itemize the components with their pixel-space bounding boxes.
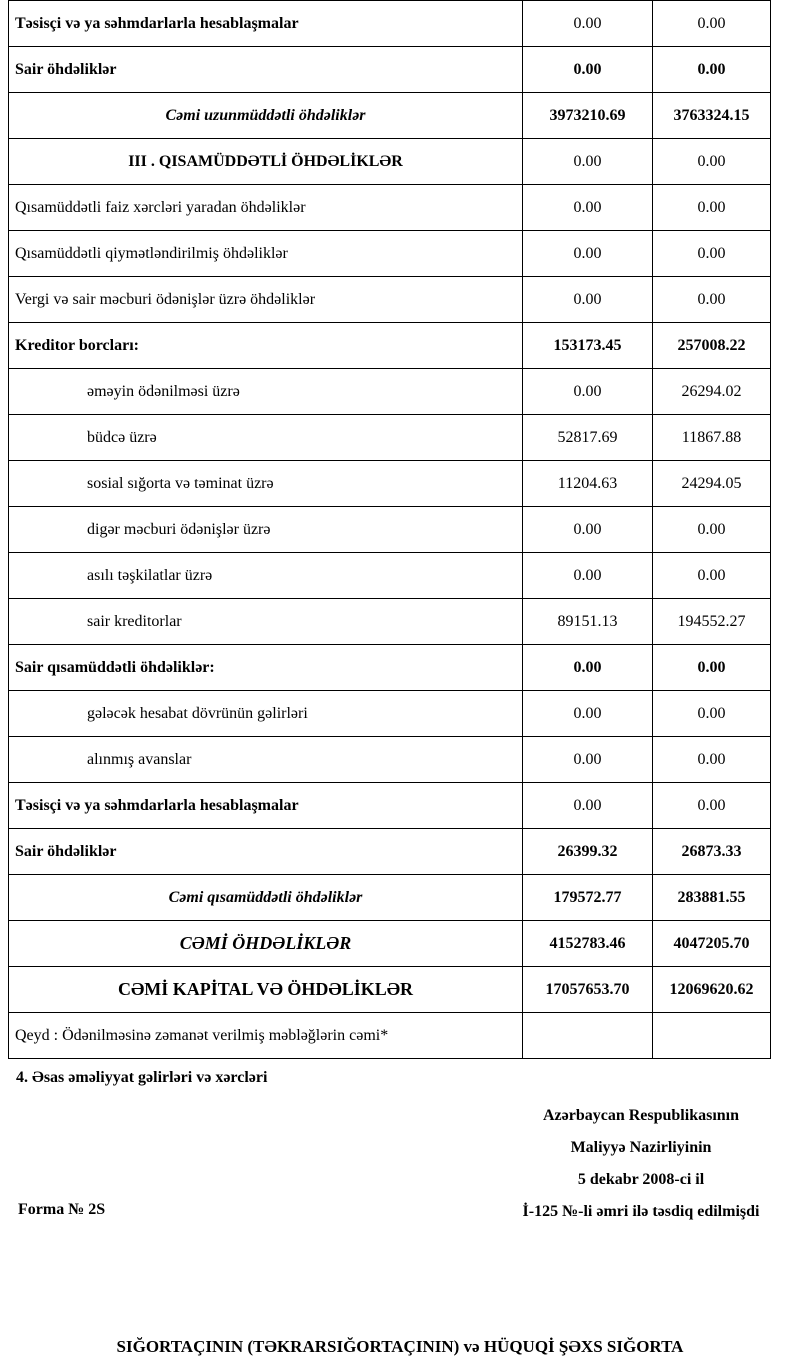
row-label: Qısamüddətli qiymətləndirilmiş öhdəliklər xyxy=(9,231,523,277)
value-col1: 0.00 xyxy=(523,231,653,277)
liabilities-table-body xyxy=(9,1,771,1059)
value-col2: 0.00 xyxy=(653,691,771,737)
value-col2: 4047205.70 xyxy=(653,921,771,967)
table-row xyxy=(9,1,771,47)
value-col1: 0.00 xyxy=(523,139,653,185)
value-col1: 0.00 xyxy=(523,507,653,553)
value-col1: 0.00 xyxy=(523,1,653,47)
value-col2: 0.00 xyxy=(653,737,771,783)
approval-date-line: 5 dekabr 2008-ci il xyxy=(577,1171,705,1188)
value-col1: 0.00 xyxy=(523,645,653,691)
table-row xyxy=(9,1013,771,1059)
approval-lines xyxy=(486,1105,796,1223)
value-col1: 0.00 xyxy=(523,277,653,323)
table-row xyxy=(9,461,771,507)
table-row xyxy=(9,231,771,277)
value-col1: 153173.45 xyxy=(523,323,653,369)
value-col1: 0.00 xyxy=(523,47,653,93)
table-row xyxy=(9,737,771,783)
row-label: sosial sığorta və təminat üzrə xyxy=(9,461,523,507)
table-row xyxy=(9,829,771,875)
section-heading: 4. Əsas əməliyyat gəlirləri və xərcləri xyxy=(16,1069,268,1086)
table-row xyxy=(9,277,771,323)
value-col2: 0.00 xyxy=(653,645,771,691)
value-col1: 0.00 xyxy=(523,369,653,415)
form-number-label: Forma № 2S xyxy=(18,1201,106,1218)
table-row xyxy=(9,553,771,599)
table-row xyxy=(9,783,771,829)
value-col2 xyxy=(653,1013,771,1059)
value-col2: 0.00 xyxy=(653,553,771,599)
row-label: Sair öhdəliklər xyxy=(9,829,523,875)
row-label: alınmış avanslar xyxy=(9,737,523,783)
value-col1: 4152783.46 xyxy=(523,921,653,967)
row-label: Sair öhdəliklər xyxy=(9,47,523,93)
report-title: SIĞORTAÇININ (TƏKRARSIĞORTAÇININ) və HÜQUQİ ŞƏXS SIĞORTA xyxy=(116,1337,684,1356)
value-col1: 0.00 xyxy=(523,783,653,829)
row-label: əməyin ödənilməsi üzrə xyxy=(9,369,523,415)
value-col1: 89151.13 xyxy=(523,599,653,645)
row-label: digər məcburi ödənişlər üzrə xyxy=(9,507,523,553)
value-col1: 52817.69 xyxy=(523,415,653,461)
row-label: gələcək hesabat dövrünün gəlirləri xyxy=(9,691,523,737)
authority-line-2: Maliyyə Nazirliyinin xyxy=(570,1139,712,1156)
row-label: Qeyd : Ödənilməsinə zəmanət verilmiş məbləğlərin cəmi* xyxy=(9,1013,523,1059)
value-col2: 0.00 xyxy=(653,1,771,47)
value-col1: 0.00 xyxy=(523,185,653,231)
table-row xyxy=(9,599,771,645)
table-row xyxy=(9,645,771,691)
value-col2: 26873.33 xyxy=(653,829,771,875)
value-col1: 179572.77 xyxy=(523,875,653,921)
row-label: CƏMİ ÖHDƏLİKLƏR xyxy=(9,921,523,967)
table-row xyxy=(9,139,771,185)
table-row xyxy=(9,415,771,461)
value-col1: 0.00 xyxy=(523,737,653,783)
value-col2: 11867.88 xyxy=(653,415,771,461)
value-col1: 17057653.70 xyxy=(523,967,653,1013)
row-label: CƏMİ KAPİTAL VƏ ÖHDƏLİKLƏR xyxy=(9,967,523,1013)
value-col2: 0.00 xyxy=(653,783,771,829)
value-col2: 0.00 xyxy=(653,507,771,553)
value-col2: 3763324.15 xyxy=(653,93,771,139)
liabilities-table xyxy=(8,0,771,1059)
value-col2: 0.00 xyxy=(653,231,771,277)
value-col2: 257008.22 xyxy=(653,323,771,369)
value-col1: 11204.63 xyxy=(523,461,653,507)
value-col2: 26294.02 xyxy=(653,369,771,415)
approval-area xyxy=(0,1105,800,1285)
value-col2: 0.00 xyxy=(653,185,771,231)
value-col2: 12069620.62 xyxy=(653,967,771,1013)
table-row xyxy=(9,369,771,415)
footer-area xyxy=(0,1059,800,1357)
table-row xyxy=(9,47,771,93)
value-col1: 0.00 xyxy=(523,553,653,599)
value-col1 xyxy=(523,1013,653,1059)
value-col2: 194552.27 xyxy=(653,599,771,645)
value-col2: 283881.55 xyxy=(653,875,771,921)
value-col2: 0.00 xyxy=(653,277,771,323)
row-label: Cəmi uzunmüddətli öhdəliklər xyxy=(9,93,523,139)
row-label: Qısamüddətli faiz xərcləri yaradan öhdəliklər xyxy=(9,185,523,231)
value-col2: 0.00 xyxy=(653,139,771,185)
authority-line-1: Azərbaycan Respublikasının xyxy=(542,1107,740,1124)
value-col2: 24294.05 xyxy=(653,461,771,507)
table-row xyxy=(9,507,771,553)
row-label: Təsisçi və ya səhmdarlarla hesablaşmalar xyxy=(9,783,523,829)
row-label: Kreditor borcları: xyxy=(9,323,523,369)
table-row xyxy=(9,967,771,1013)
value-col2: 0.00 xyxy=(653,47,771,93)
row-label: III . QISAMÜDDƏTLİ ÖHDƏLİKLƏR xyxy=(9,139,523,185)
row-label: Cəmi qısamüddətli öhdəliklər xyxy=(9,875,523,921)
table-row xyxy=(9,875,771,921)
row-label: Vergi və sair məcburi ödənişlər üzrə öhdəliklər xyxy=(9,277,523,323)
value-col1: 0.00 xyxy=(523,691,653,737)
table-row xyxy=(9,323,771,369)
value-col1: 26399.32 xyxy=(523,829,653,875)
table-row xyxy=(9,93,771,139)
approval-order-line: İ-125 №-li əmri ilə təsdiq edilmişdi xyxy=(522,1203,760,1220)
value-col1: 3973210.69 xyxy=(523,93,653,139)
row-label: büdcə üzrə xyxy=(9,415,523,461)
row-label: sair kreditorlar xyxy=(9,599,523,645)
table-row xyxy=(9,691,771,737)
table-row xyxy=(9,185,771,231)
row-label: Təsisçi və ya səhmdarlarla hesablaşmalar xyxy=(9,1,523,47)
table-row xyxy=(9,921,771,967)
row-label: Sair qısamüddətli öhdəliklər: xyxy=(9,645,523,691)
row-label: asılı təşkilatlar üzrə xyxy=(9,553,523,599)
